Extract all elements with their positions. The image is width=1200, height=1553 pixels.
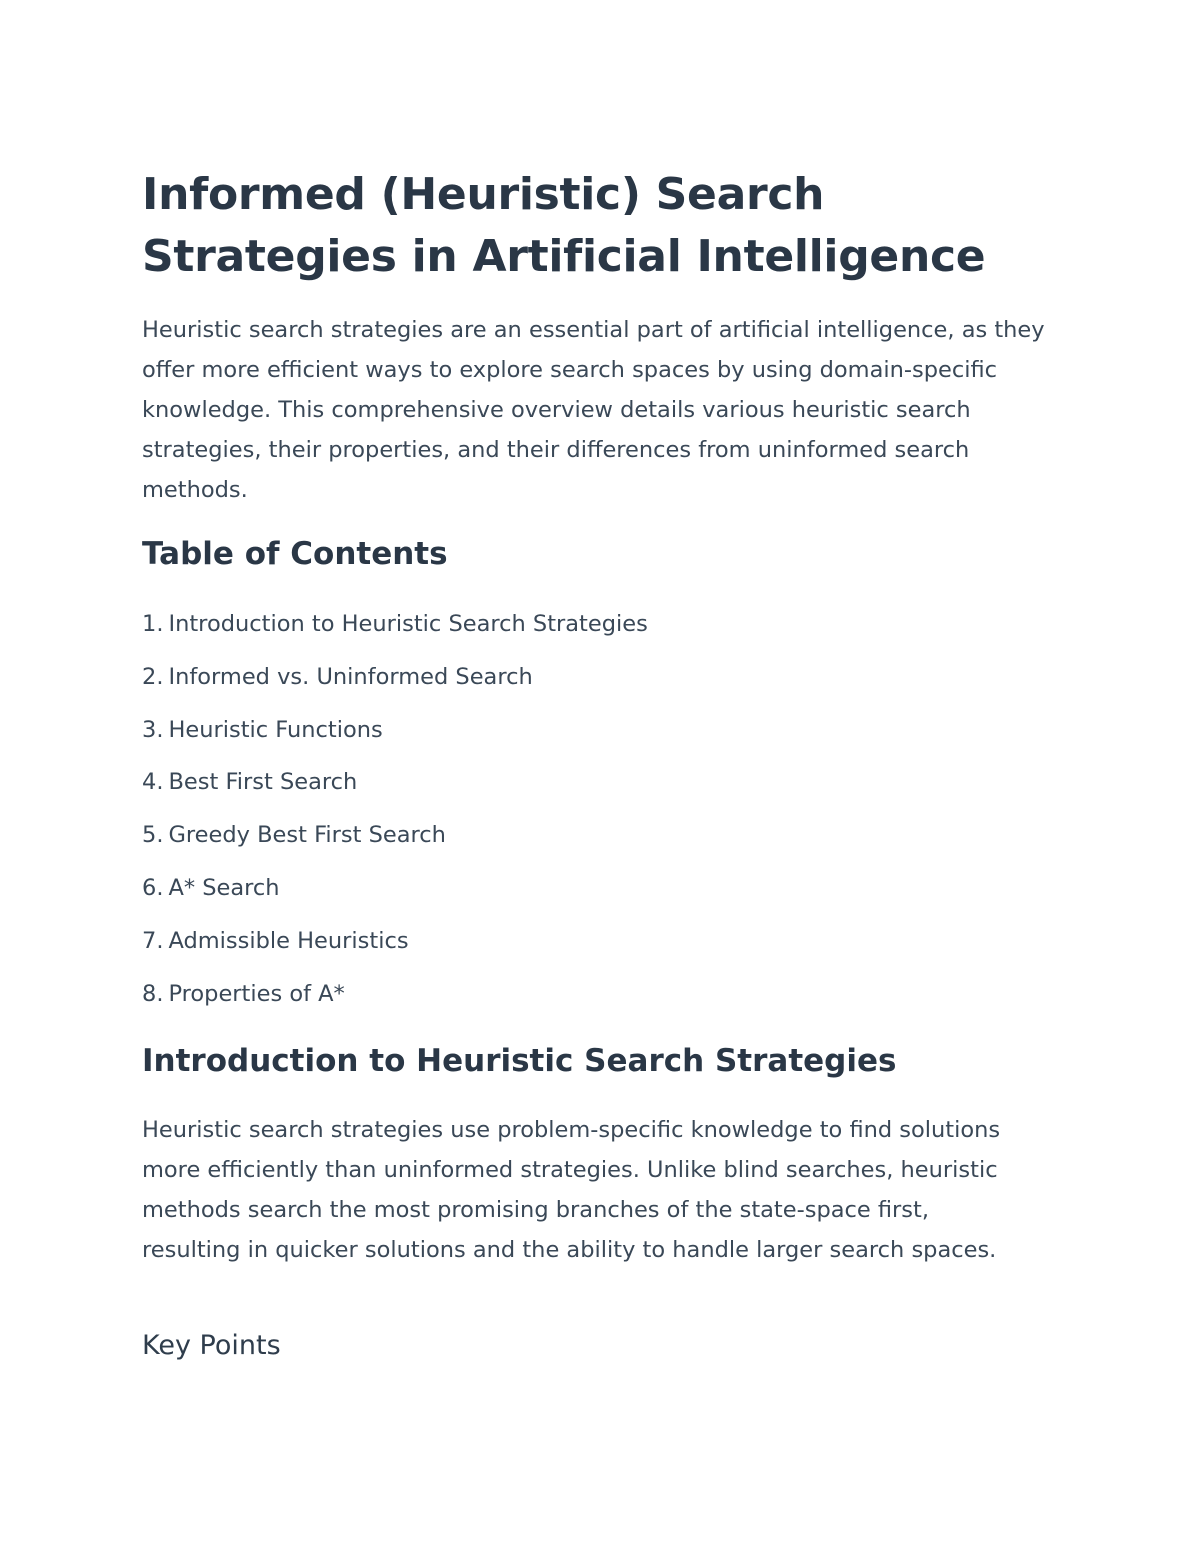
toc-item-label: Informed vs. Uninformed Search: [168, 663, 533, 690]
toc-item-label: Greedy Best First Search: [168, 822, 446, 849]
toc-item-label: Best First Search: [168, 769, 358, 796]
toc-item[interactable]: [142, 921, 648, 974]
toc-item-number: 3.: [142, 716, 164, 743]
toc-item[interactable]: [142, 974, 648, 1027]
toc-item-label: Properties of A*: [168, 980, 345, 1007]
toc-item-number: 7.: [142, 927, 164, 954]
toc-item-number: 5.: [142, 822, 164, 849]
toc-item[interactable]: [142, 604, 648, 657]
toc-item-number: 4.: [142, 769, 164, 796]
toc-item[interactable]: [142, 762, 648, 815]
toc-item[interactable]: [142, 815, 648, 868]
toc-item-number: 1.: [142, 611, 164, 637]
toc-item-label: A* Search: [168, 874, 280, 901]
key-points-heading: Key Points: [142, 1330, 281, 1361]
intro-paragraph: Heuristic search strategies are an essential part of artificial intelligence, as they offer more efficient ways to explore search spaces by using domain-specific knowledge. This comprehensive overview details various heuristic search strategies, their properties, and their differences from uninformed search methods.: [142, 317, 1045, 503]
toc-heading: Table of Contents: [142, 536, 448, 572]
toc-item-label: Heuristic Functions: [168, 716, 383, 743]
toc-item-number: 8.: [142, 980, 164, 1007]
toc-item[interactable]: [142, 868, 648, 921]
toc-item-label: Admissible Heuristics: [168, 927, 409, 954]
toc-item[interactable]: [142, 710, 648, 763]
document-title: Informed (Heuristic) Search Strategies in Artificial Intelligence: [142, 169, 986, 282]
toc-item-number: 2.: [142, 663, 164, 690]
toc-item-number: 6.: [142, 874, 164, 901]
section-heading: Introduction to Heuristic Search Strategies: [142, 1043, 897, 1079]
toc-item-label: Introduction to Heuristic Search Strategies: [168, 611, 648, 637]
toc-item[interactable]: [142, 657, 648, 710]
section-paragraph: Heuristic search strategies use problem-specific knowledge to find solutions more efficiently than uninformed strategies. Unlike blind searches, heuristic methods search the most promising branches of the state-space first, resulting in quicker solutions and the ability to handle larger search spaces.: [142, 1117, 1001, 1263]
table-of-contents: [142, 604, 648, 1026]
